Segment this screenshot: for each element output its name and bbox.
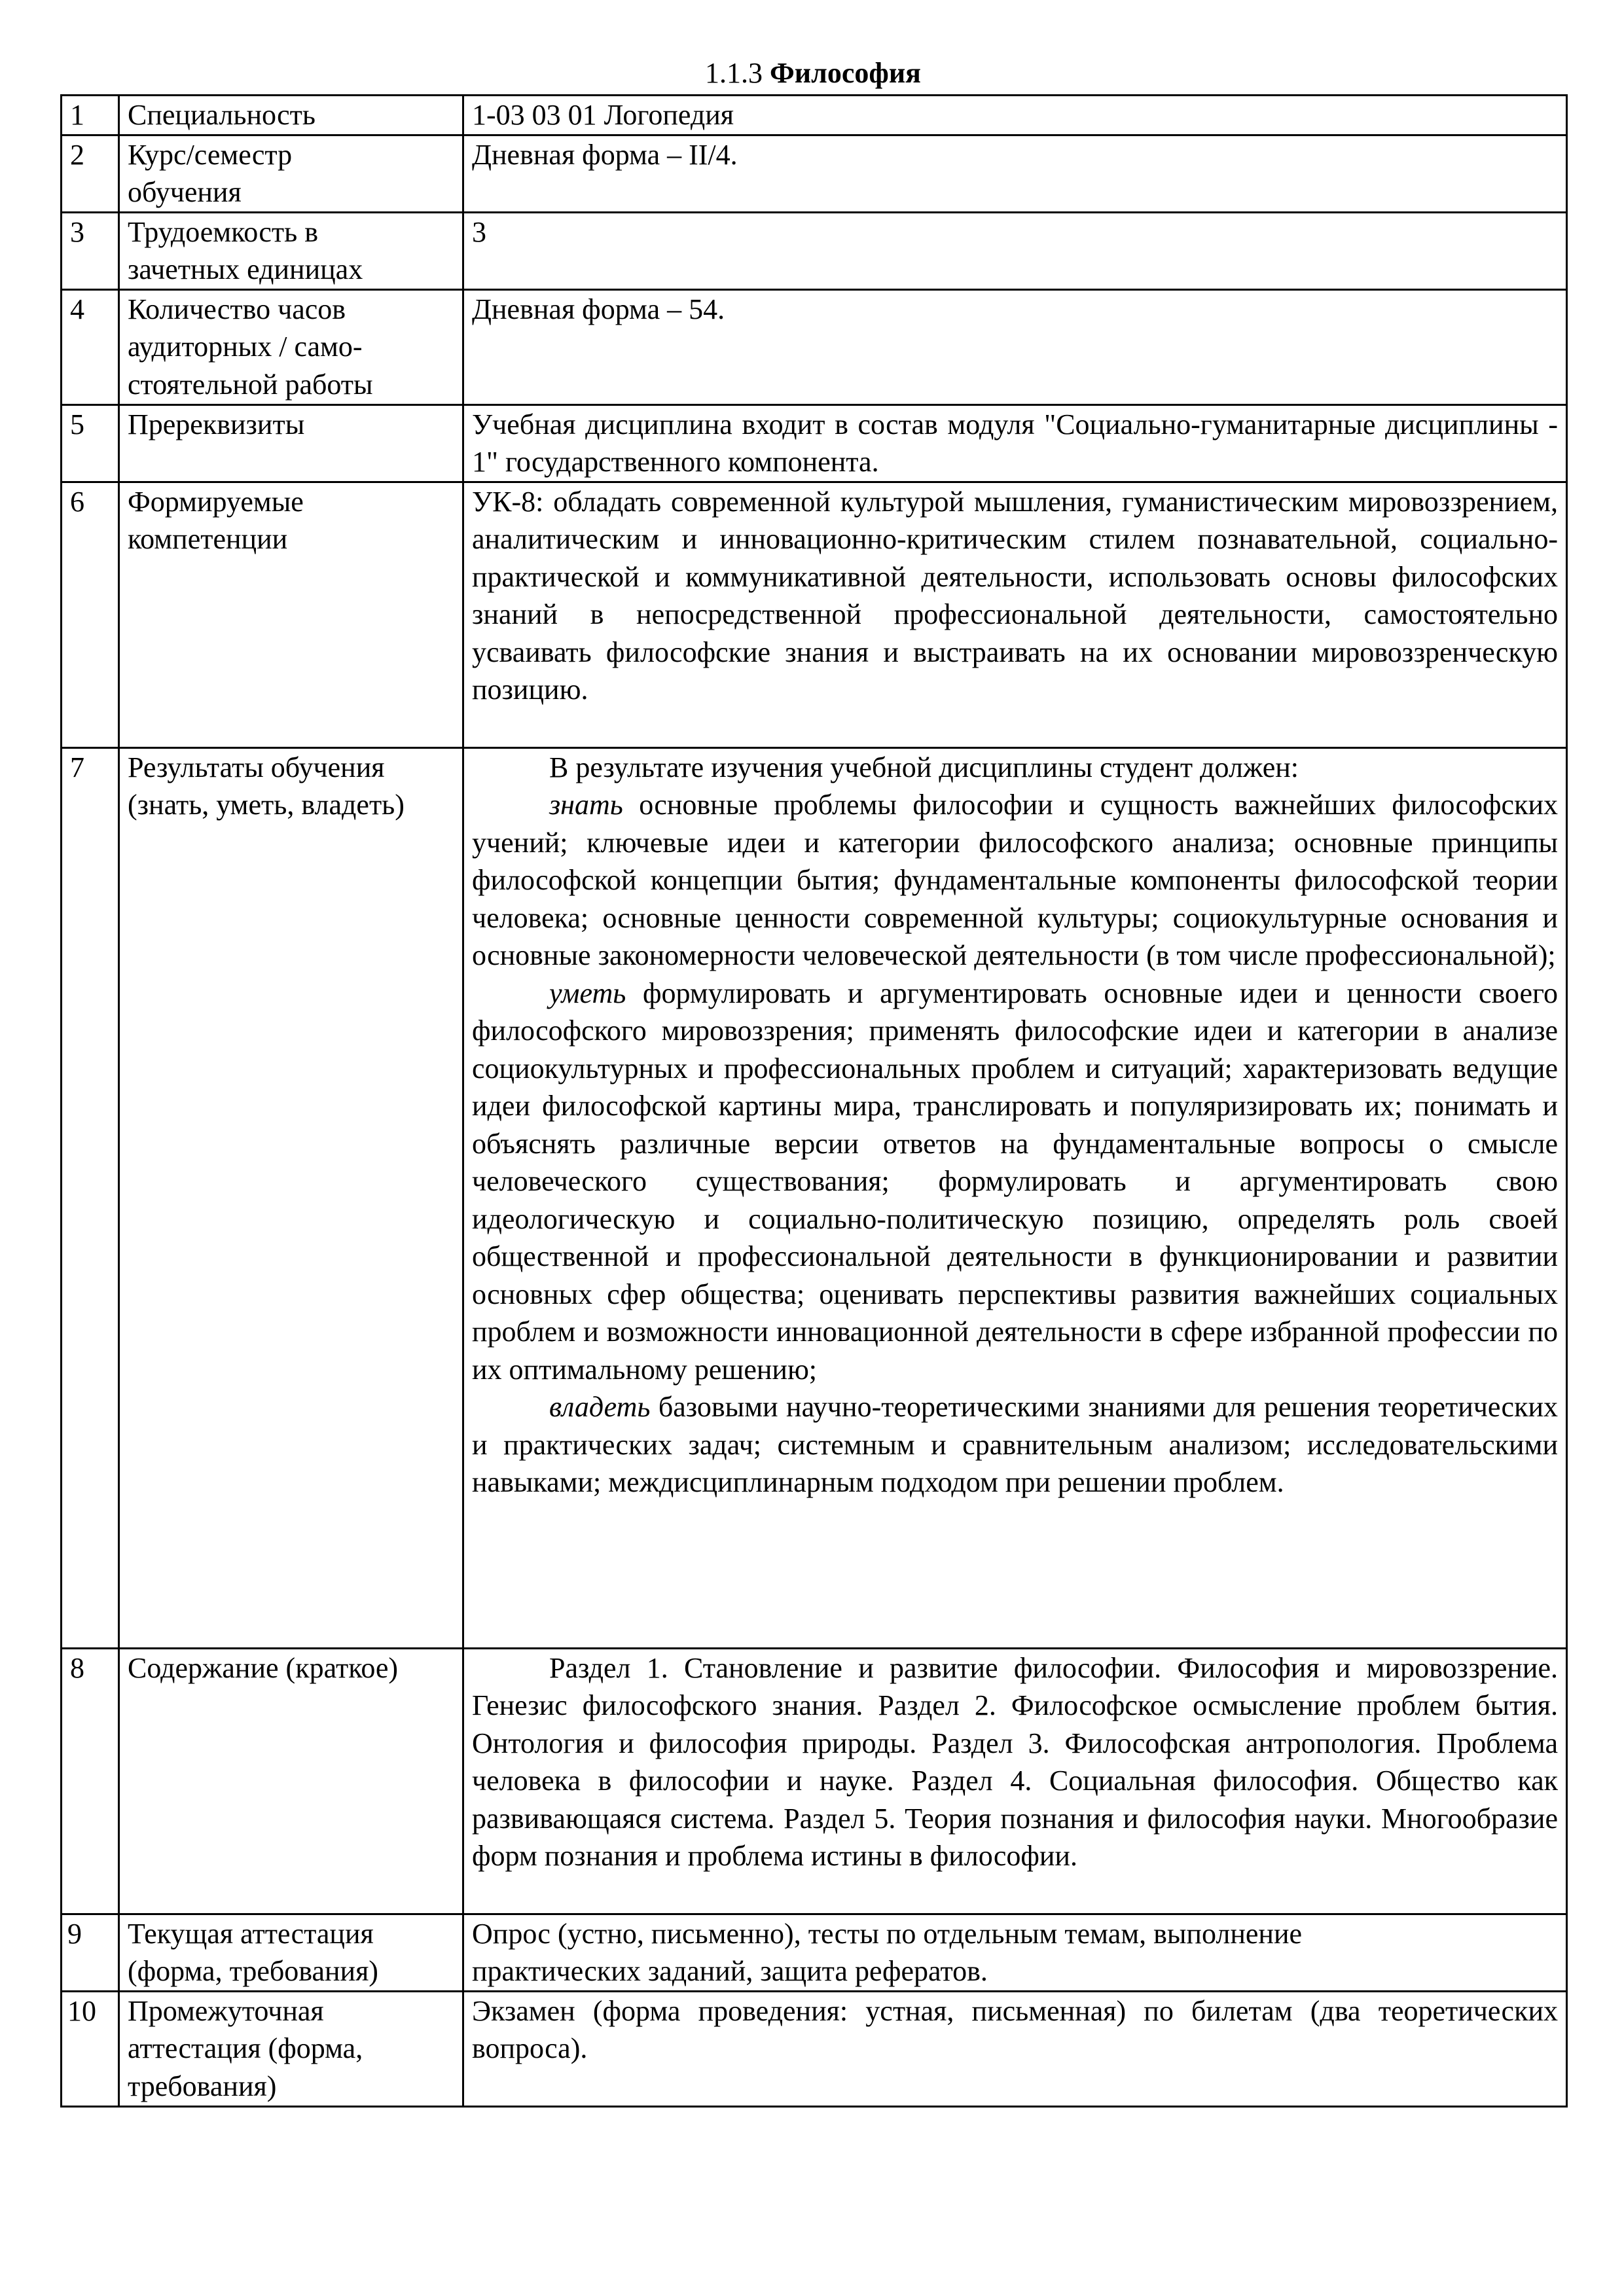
row-content: Дневная форма – II/4. (463, 135, 1567, 212)
row-number: 8 (62, 1648, 119, 1914)
row-content: 1-03 03 01 Логопедия (463, 96, 1567, 135)
document-page (60, 55, 1566, 2108)
row-label: Пререквизиты (119, 404, 463, 482)
row-content: Дневная форма – 54. (463, 289, 1567, 404)
row-label: Промежуточная аттестация (форма, требования) (119, 1991, 463, 2106)
row-content: Экзамен (форма проведения: устная, письменная) по билетам (два теоретических вопроса). (463, 1991, 1567, 2106)
table-row (62, 747, 1567, 1648)
table-row (62, 212, 1567, 289)
table-row (62, 135, 1567, 212)
row-label: Содержание (краткое) (119, 1648, 463, 1914)
table-row (62, 1914, 1567, 1991)
own-term: владеть (549, 1391, 651, 1423)
row-label: Текущая аттестация (форма, требования) (119, 1914, 463, 1991)
outcomes-can (472, 975, 1558, 1389)
can-term: уметь (549, 977, 626, 1009)
row-content: Учебная дисциплина входит в состав модуля "Социально-гуманитарные дисциплины - 1" государственного компонента. (463, 404, 1567, 482)
table-row (62, 404, 1567, 482)
table-row (62, 1648, 1567, 1914)
outcomes-own (472, 1388, 1558, 1501)
row-content: Опрос (устно, письменно), тесты по отдельным темам, выполнение практических заданий, защита рефератов. (463, 1914, 1567, 1991)
row-number: 7 (62, 747, 119, 1648)
row-number: 10 (62, 1991, 119, 2106)
row-number: 5 (62, 404, 119, 482)
know-term: знать (549, 789, 623, 821)
discipline-table (60, 94, 1568, 2108)
row-content: УК-8: обладать современной культурой мышления, гуманистическим мировоззрением, аналитическим и инновационно-критическим стилем познавательной, социально-практической и коммуникативной деятельности, использовать основы философских знаний в непосредственной профессиональной деятельности, самостоятельно усваивать философские знания и выстраивать на их основании мировоззренческую позицию. (463, 482, 1567, 747)
outcomes-intro: В результате изучения учебной дисциплины студент должен: (549, 751, 1299, 783)
own-text: базовыми научно-теоретическими знаниями для решения теоретических и практических задач; системным и сравнительным анализом; исследовательскими навыками; междисциплинарным подходом при решении проблем. (472, 1391, 1558, 1498)
can-text: формулировать и аргументировать основные идеи и ценности своего философского мировоззрения; применять философские идеи и категории в анализе социокультурных и профессиональных проблем и ситуаций; характеризовать ведущие идеи философской картины мира, транслировать и популяризировать их; понимать и объяснять различные версии ответов на фундаментальные вопросы о смысле человеческого существования; формулировать и аргументировать свою идеологическую и социально-политическую позицию, определять роль своей общественной и профессиональной деятельности в функционировании и развитии основных сфер общества; оценивать перспективы развития важнейших социальных проблем и возможности инновационной деятельности в сфере избранной профессии по их оптимальному решению; (472, 977, 1558, 1386)
row-label: Курс/семестр обучения (119, 135, 463, 212)
row-number: 1 (62, 96, 119, 135)
outcomes-know (472, 786, 1558, 975)
title-text: Философия (770, 57, 921, 89)
row-number: 9 (62, 1914, 119, 1991)
row-label: Трудоемкость в зачетных единицах (119, 212, 463, 289)
row-label: Результаты обучения (знать, уметь, владеть) (119, 747, 463, 1648)
know-text: основные проблемы философии и сущность важнейших философских учений; ключевые идеи и категории философского анализа; основные принципы философской концепции бытия; фундаментальные компоненты философской теории человека; основные ценности современной культуры; социокультурные основания и основные закономерности человеческой деятельности (в том числе профессиональной); (472, 789, 1558, 971)
row-number: 6 (62, 482, 119, 747)
content-summary: Раздел 1. Становление и развитие философии. Философия и мировоззрение. Генезис философского знания. Раздел 2. Философское осмысление проблем бытия. Онтология и философия природы. Раздел 3. Философская антропология. Проблема человека в философии и науке. Раздел 4. Социальная философия. Общество как развивающаяся система. Раздел 5. Теория познания и философия науки. Многообразие форм познания и проблема истины в философии. (472, 1651, 1558, 1872)
table-row (62, 482, 1567, 747)
table-row (62, 1991, 1567, 2106)
table-row (62, 96, 1567, 135)
row-label: Количество часов аудиторных / само-стоятельной работы (119, 289, 463, 404)
row-content (463, 1648, 1567, 1914)
row-content: 3 (463, 212, 1567, 289)
document-title (60, 55, 1566, 92)
title-number: 1.1.3 (705, 57, 763, 89)
learning-outcomes (463, 747, 1567, 1648)
row-label: Формируемые компетенции (119, 482, 463, 747)
row-number: 3 (62, 212, 119, 289)
row-label: Специальность (119, 96, 463, 135)
row-number: 2 (62, 135, 119, 212)
table-row (62, 289, 1567, 404)
row-number: 4 (62, 289, 119, 404)
